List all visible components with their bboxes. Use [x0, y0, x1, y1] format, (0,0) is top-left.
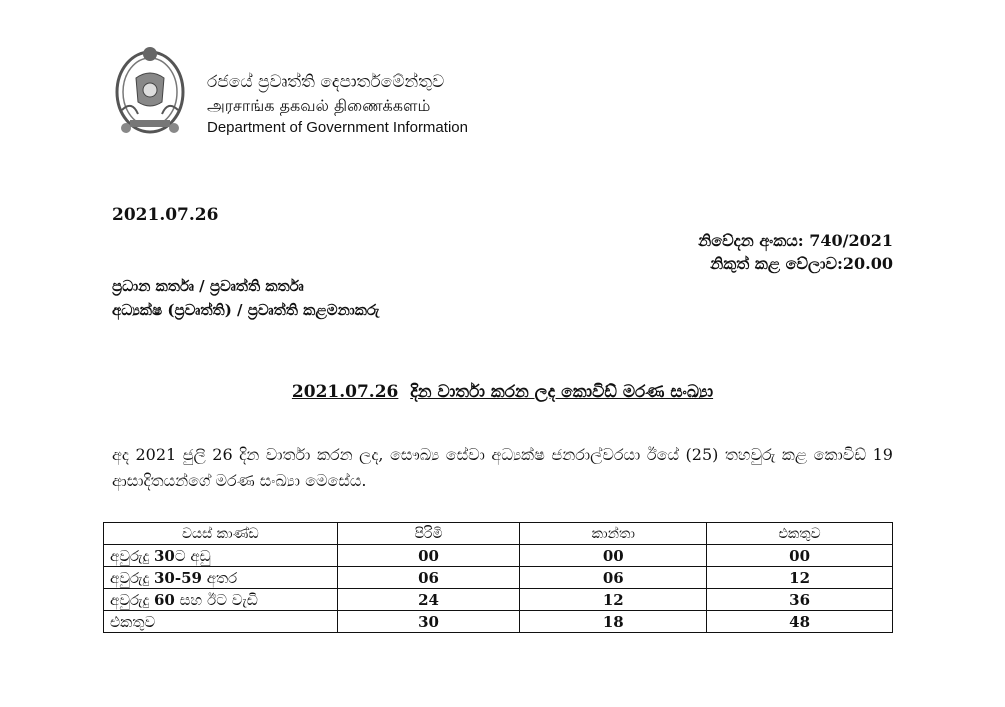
- title-text: දින වාර්තා කරන ලද කොවිඩ් මරණ සංඛ්‍යා: [410, 382, 714, 402]
- total-count: 36: [707, 589, 893, 611]
- male-count: 24: [337, 589, 520, 611]
- row-label: එකතුව: [104, 611, 338, 633]
- table-row: [104, 611, 893, 633]
- deaths-table: [103, 522, 893, 633]
- row-label: අවුරුදු 30-59 අතර: [104, 567, 338, 589]
- issue-date: 2021.07.26: [112, 205, 219, 225]
- department-name-english: Department of Government Information: [207, 119, 468, 136]
- title-date: 2021.07.26: [291, 382, 399, 402]
- female-count: 12: [520, 589, 707, 611]
- table-row: [104, 545, 893, 567]
- total-count: 48: [707, 611, 893, 633]
- header-age-group: වයස් කාණ්ඩ: [104, 523, 338, 545]
- issue-time: නිකුත් කළ වේලාව:20.00: [710, 254, 893, 273]
- government-emblem-icon: [112, 40, 188, 140]
- header-male: පිරිමි: [337, 523, 520, 545]
- recipients-block: [112, 274, 379, 322]
- total-count: 12: [707, 567, 893, 589]
- row-label: අවුරුදු 60 සහ ඊට වැඩි: [104, 589, 338, 611]
- header-total: එකතුව: [707, 523, 893, 545]
- total-count: 00: [707, 545, 893, 567]
- male-count: 06: [337, 567, 520, 589]
- row-label: අවුරුදු 30ට අඩු: [104, 545, 338, 567]
- female-count: 06: [520, 567, 707, 589]
- female-count: 00: [520, 545, 707, 567]
- recipient-line-1: ප්‍රධාන කර්තෘ / ප්‍රවෘත්ති කර්තෘ: [112, 277, 304, 295]
- table-row: [104, 589, 893, 611]
- department-name-tamil: அரசாங்க தகவல் திணைக்களம்: [207, 96, 431, 115]
- male-count: 30: [337, 611, 520, 633]
- department-name-sinhala: රජයේ ප්‍රවෘත්ති දෙපාර්තමේන්තුව: [207, 72, 445, 92]
- recipient-line-2: අධ්‍යක්ෂ (ප්‍රවෘත්ති) / ප්‍රවෘත්ති කළමනාකරු: [112, 301, 380, 319]
- body-paragraph: අද 2021 ජුලි 26 දින වාර්තා කරන ලද, සෞඛ්‍ය සේවා අධ්‍යක්ෂ ජනරාල්වරයා ඊයේ (25) තහවුරු කළ කොවිඩ් 19 ආසාදිතයන්ගේ මරණ සංඛ්‍යා මෙසේය.: [112, 445, 893, 490]
- document-title: [112, 382, 893, 402]
- table-header-row: [104, 523, 893, 545]
- notice-number: නිවේදන අංකය: 740/2021: [698, 231, 893, 250]
- header-female: කාන්තා: [520, 523, 707, 545]
- reference-block: [698, 229, 893, 275]
- female-count: 18: [520, 611, 707, 633]
- table-row: [104, 567, 893, 589]
- male-count: 00: [337, 545, 520, 567]
